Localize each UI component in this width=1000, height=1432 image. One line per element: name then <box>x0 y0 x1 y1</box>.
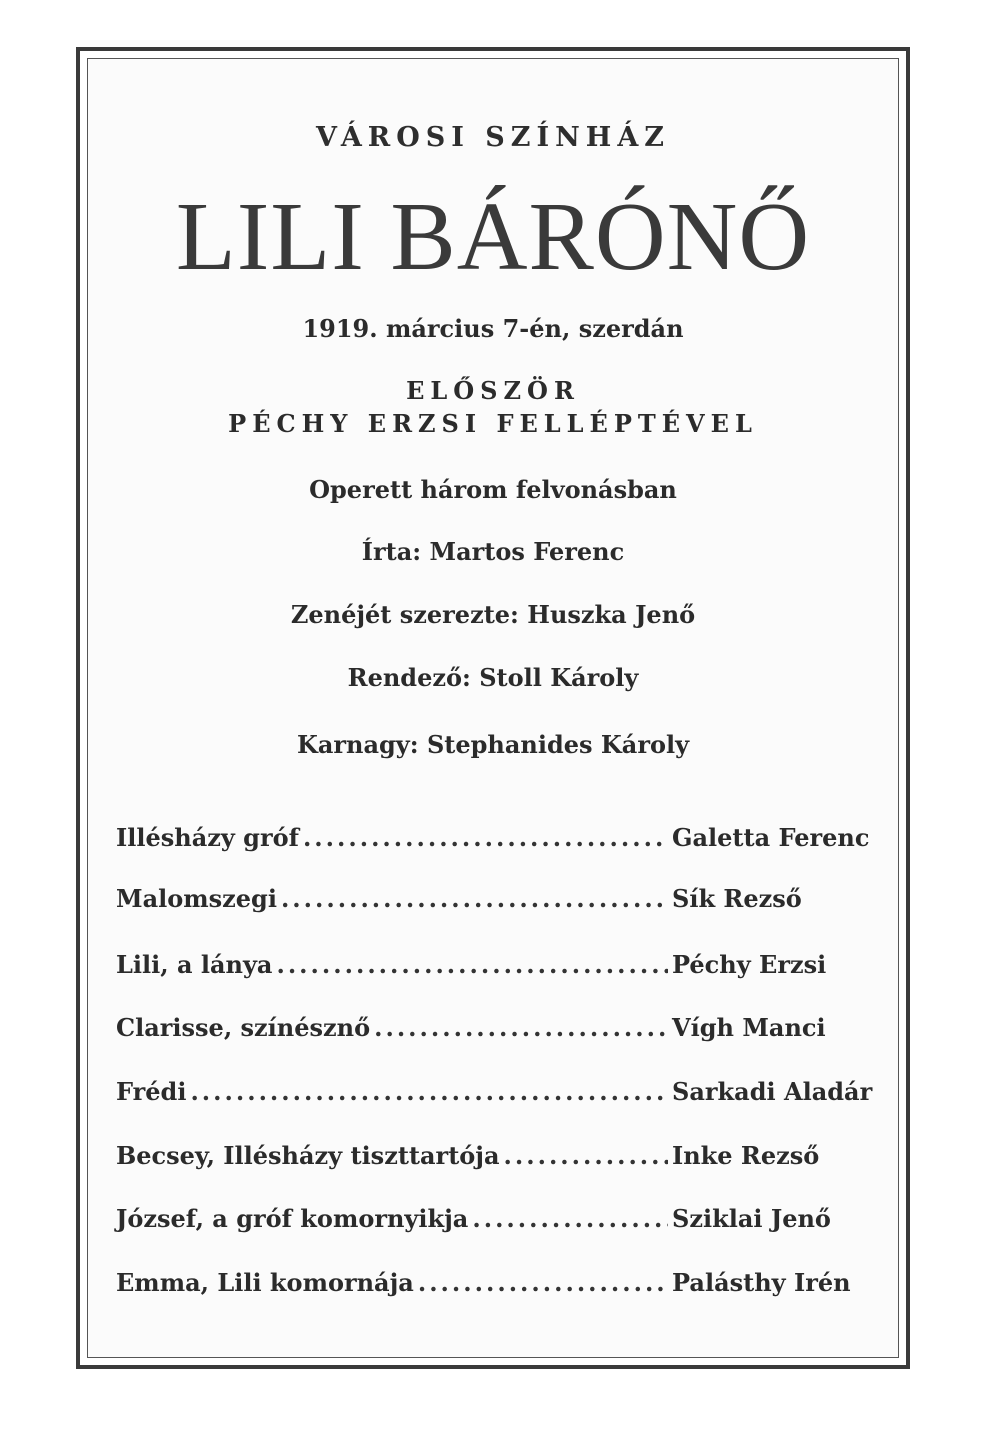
venue-name: VÁROSI SZÍNHÁZ <box>316 122 670 153</box>
genre-line: Operett három felvonásban <box>309 475 677 504</box>
author-credit: Írta: Martos Ferenc <box>361 537 625 566</box>
cast-role: Clarisse, színésznő <box>116 1013 371 1042</box>
cast-row <box>116 1077 872 1109</box>
dot-leader <box>190 1077 668 1106</box>
cast-actor: Vígh Manci <box>672 1013 826 1042</box>
dot-leader <box>418 1268 668 1297</box>
cast-actor: Inke Rezső <box>672 1141 820 1170</box>
cast-actor: Péchy Erzsi <box>672 950 827 979</box>
cast-role: Emma, Lili komornája <box>116 1268 414 1297</box>
dot-leader <box>374 1013 668 1042</box>
cast-actor: Sík Rezső <box>672 884 802 913</box>
dot-leader <box>303 823 668 852</box>
cast-actor: Galetta Ferenc <box>672 823 870 852</box>
cast-role: Lili, a lánya <box>116 950 273 979</box>
dot-leader <box>281 884 668 913</box>
performance-date: 1919. március 7-én, szerdán <box>302 314 684 343</box>
dot-leader <box>472 1204 668 1233</box>
cast-row <box>116 950 872 982</box>
cast-role: Malomszegi <box>116 884 277 913</box>
cast-row <box>116 884 872 916</box>
starring-notice: PÉCHY ERZSI FELLÉPTÉVEL <box>228 409 758 438</box>
conductor-credit: Karnagy: Stephanides Károly <box>296 730 690 759</box>
cast-actor: Sziklai Jenő <box>672 1204 831 1233</box>
cast-actor: Sarkadi Aladár <box>672 1077 873 1106</box>
dot-leader <box>504 1141 668 1170</box>
cast-row <box>116 823 872 855</box>
first-time-notice: ELŐSZÖR <box>406 376 580 405</box>
cast-actor: Palásthy Irén <box>672 1268 851 1297</box>
play-title: LILI BÁRÓNŐ <box>175 183 811 291</box>
cast-role: Becsey, Illésházy tiszttartója <box>116 1141 500 1170</box>
dot-leader <box>276 950 668 979</box>
cast-role: József, a gróf komornyikja <box>116 1204 469 1233</box>
cast-role: Illésházy gróf <box>116 823 299 852</box>
cast-row <box>116 1141 872 1173</box>
cast-row <box>116 1204 872 1236</box>
cast-row <box>116 1013 872 1045</box>
composer-credit: Zenéjét szerezte: Huszka Jenő <box>290 600 696 629</box>
cast-role: Frédi <box>116 1077 187 1106</box>
cast-row <box>116 1268 872 1300</box>
director-credit: Rendező: Stoll Károly <box>347 663 639 692</box>
